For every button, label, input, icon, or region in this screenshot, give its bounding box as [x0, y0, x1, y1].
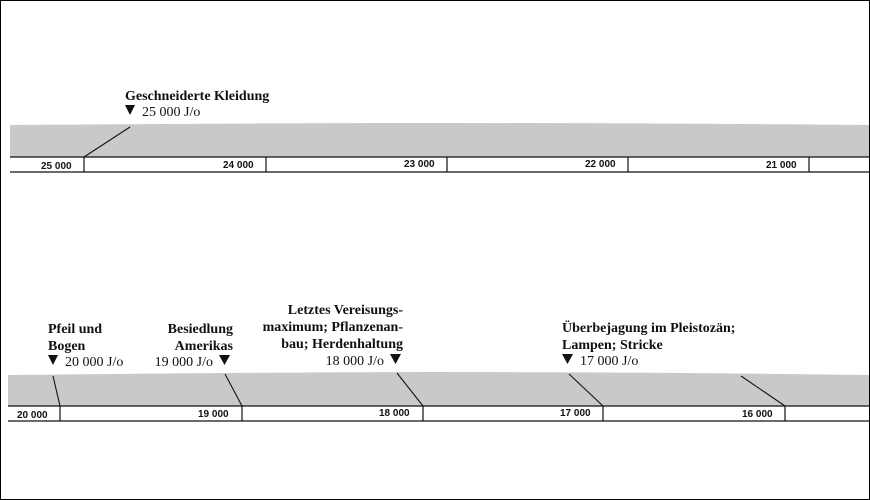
event-date: 18 000 J/o: [325, 354, 384, 369]
tick-label: 25 000: [41, 161, 72, 172]
tick-label: 20 000: [17, 410, 48, 421]
event-title: maximum; Pflanzenan-: [262, 320, 403, 335]
down-triangle-icon: [562, 354, 573, 364]
event-title: Bogen: [48, 339, 86, 354]
event-date: 17 000 J/o: [580, 354, 639, 369]
timeline-2: [8, 303, 869, 421]
event-date: 20 000 J/o: [65, 355, 124, 370]
down-triangle-icon: [390, 354, 401, 364]
event-title: Amerikas: [174, 339, 233, 354]
timeline-band: [8, 372, 869, 406]
tick-label: 16 000: [742, 409, 773, 420]
event-date: 19 000 J/o: [154, 355, 213, 370]
tick-label: 18 000: [379, 408, 410, 419]
tick-label: 17 000: [560, 408, 591, 419]
tick-label: 24 000: [223, 160, 254, 171]
down-triangle-icon: [125, 105, 135, 115]
timeline-diagram: [1, 1, 869, 499]
timeline-1: [10, 89, 869, 172]
down-triangle-icon: [219, 355, 230, 365]
event-title: Geschneiderte Kleidung: [125, 89, 270, 104]
event-title: Pfeil und: [48, 322, 103, 337]
down-triangle-icon: [48, 355, 58, 365]
timeline-band: [10, 123, 869, 157]
event-date: 25 000 J/o: [142, 105, 201, 120]
event-title: Überbejagung im Pleistozän;: [562, 321, 736, 336]
tick-label: 22 000: [585, 159, 616, 170]
tick-label: 21 000: [766, 160, 797, 171]
tick-label: 19 000: [198, 409, 229, 420]
event-title: Letztes Vereisungs-: [287, 303, 403, 318]
event-title: bau; Herdenhaltung: [281, 337, 403, 352]
tick-label: 23 000: [404, 159, 435, 170]
event-title: Lampen; Stricke: [562, 338, 663, 353]
event-title: Besiedlung: [167, 322, 233, 337]
